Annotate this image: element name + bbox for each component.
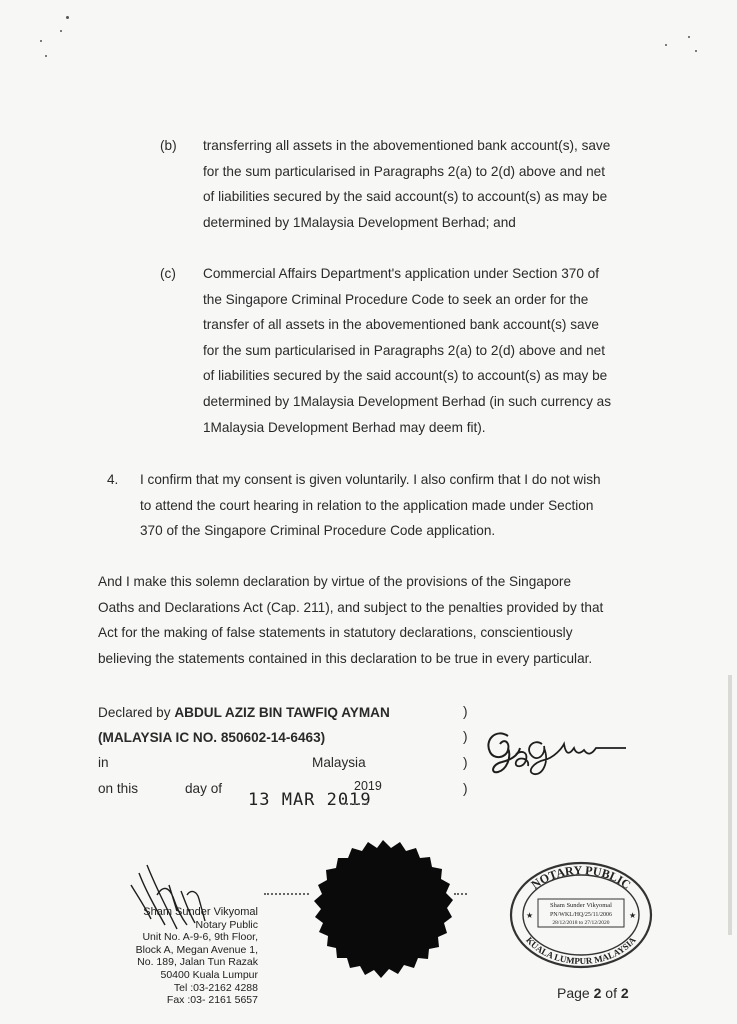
declared-by-prefix: Declared by [98, 705, 171, 720]
stamp-inner-line: 28/12/2018 to 27/12/2020 [552, 920, 610, 926]
paragraph-line: Act for the making of false statements in statutory declarations, conscientiously [98, 625, 573, 641]
notary-phone: Tel :03-2162 4288 [173, 981, 258, 994]
stamp-inner-line: PN/WKL/HQ/25/11/2006 [549, 912, 613, 918]
scan-edge-shadow [728, 675, 732, 935]
clause-line: for the sum particularised in Paragraphs 2(a) to 2(d) above and net [203, 163, 605, 179]
stamp-inner-line: Sham Sunder Vikyomal [550, 902, 612, 909]
svg-text:KUALA LUMPUR MALAYSIA [524, 935, 638, 966]
paragraph-4-label: 4. [107, 472, 119, 487]
clause-line: of liabilities secured by the said account(s) to account(s) as may be [203, 189, 608, 205]
page-number [557, 985, 629, 1001]
on-this-label: on this [98, 781, 139, 796]
scan-speck [45, 55, 47, 57]
declarant-name: ABDUL AZIZ BIN TAWFIQ AYMAN [174, 705, 390, 720]
declared-by-line [98, 700, 390, 725]
paragraph-line: Oaths and Declarations Act (Cap. 211), and subject to the penalties provided by that [98, 599, 604, 615]
clause-line: transfer of all assets in the abovementioned bank account(s) save [203, 317, 599, 333]
stamp-top-text: NOTARY PUBLIC [528, 863, 634, 892]
bracket: ) [463, 704, 468, 719]
bracket: ) [463, 729, 468, 744]
page-total: 2 [620, 985, 629, 1001]
stamp-bottom-text: KUALA LUMPUR MALAYSIA [524, 934, 638, 967]
svg-text:NOTARY PUBLIC [529, 863, 634, 892]
declared-place: Malaysia [312, 755, 366, 770]
paragraph-line: I confirm that my consent is given voluntarily. I also confirm that I do not wish [140, 472, 601, 487]
day-of-label: day of [185, 781, 223, 796]
paragraph-4 [107, 467, 632, 547]
clause-line: transferring all assets in the abovementioned bank account(s), save [203, 138, 611, 153]
star-icon: ★ [629, 911, 637, 920]
declared-in-label: in [98, 755, 109, 770]
star-icon: ★ [526, 911, 534, 920]
paragraph-line: to attend the court hearing in relation to the application made under Section [140, 497, 594, 513]
notary-address-line: Unit No. A-9-6, 9th Floor, [142, 931, 258, 944]
clause-line: the Singapore Criminal Procedure Code to seek an order for the [203, 291, 589, 307]
notary-signature-line [264, 893, 309, 895]
notary-public-stamp [506, 856, 656, 974]
bracket: ) [463, 781, 468, 796]
bracket: ) [463, 755, 468, 770]
scan-speck [60, 30, 62, 32]
paragraph-line: And I make this solemn declaration by virtue of the provisions of the Singapore [98, 574, 572, 589]
clause-line: Commercial Affairs Department's application under Section 370 of [203, 266, 600, 281]
scan-speck [665, 44, 667, 46]
notary-signature [125, 855, 225, 955]
declared-year: 2019 [354, 779, 382, 793]
clause-c-label: (c) [160, 266, 176, 281]
notary-title: Notary Public [195, 918, 258, 931]
clause-b-label: (b) [160, 138, 177, 153]
notary-fax: Fax :03- 2161 5657 [166, 994, 258, 1007]
page-of: of [605, 985, 617, 1001]
embossed-seal [312, 838, 454, 980]
notary-address-line: No. 189, Jalan Tun Razak [137, 956, 258, 969]
scan-speck [66, 16, 69, 19]
clause-line: 1Malaysia Development Berhad may deem fit). [203, 419, 486, 435]
clause-line: determined by 1Malaysia Development Berhad (in such currency as [203, 393, 612, 409]
date-underline [342, 803, 368, 805]
clause-c-text [203, 261, 631, 440]
clause-line: of liabilities secured by the said account(s) to account(s) as may be [203, 368, 608, 384]
scan-speck [695, 50, 697, 52]
clause-line: determined by 1Malaysia Development Berhad; and [203, 214, 516, 230]
paragraph-line: believing the statements contained in this declaration to be true in every particular. [98, 650, 593, 666]
date-stamp: 13 MAR 2019 [248, 790, 372, 810]
clause-b [160, 133, 630, 243]
notary-address-line: Block A, Megan Avenue 1, [135, 943, 258, 956]
solemn-declaration-paragraph [98, 569, 630, 671]
scan-speck [688, 36, 690, 38]
scan-speck [40, 40, 42, 42]
declarant-signature [478, 718, 628, 788]
page-current: 2 [593, 985, 602, 1001]
clause-c [160, 261, 630, 446]
notary-address-line: 50400 Kuala Lumpur [160, 968, 258, 981]
paragraph-line: 370 of the Singapore Criminal Procedure Code application. [140, 523, 496, 539]
declarant-ic: (MALAYSIA IC NO. 850602-14-6463) [98, 730, 326, 745]
paragraph-4-text [140, 467, 632, 544]
notary-signature-line [454, 893, 467, 895]
page-prefix: Page [557, 985, 590, 1001]
clause-line: for the sum particularised in Paragraphs 2(a) to 2(d) above and net [203, 342, 605, 358]
clause-b-text [203, 133, 631, 235]
notary-name: Sham Sunder Vikyomal [143, 906, 258, 918]
